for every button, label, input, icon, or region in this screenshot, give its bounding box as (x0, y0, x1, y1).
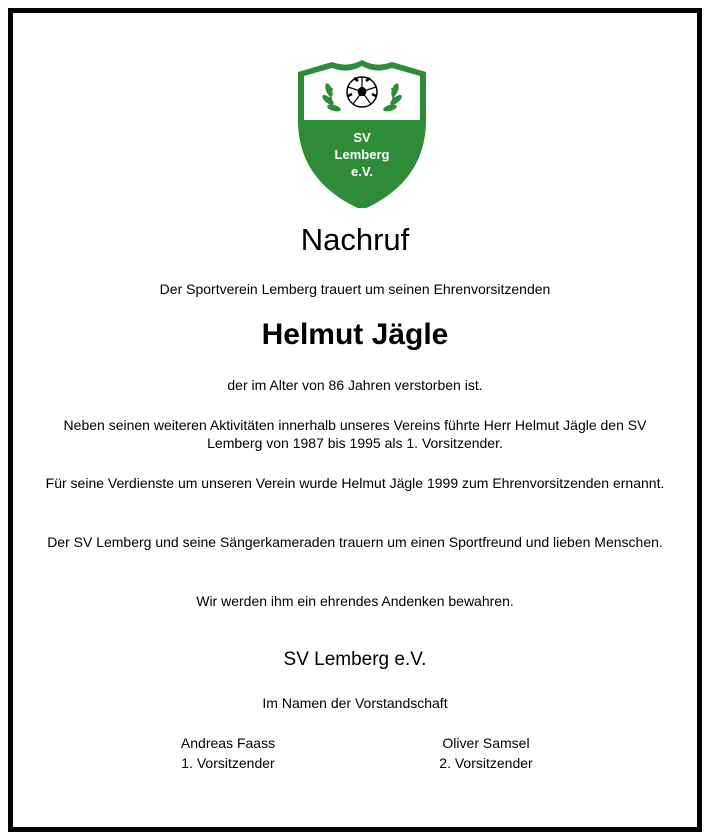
age-line: der im Alter von 86 Jahren verstorben ist. (227, 377, 483, 393)
logo-text-sv: SV (353, 130, 371, 145)
signer-role: 1. Vorsitzender (181, 755, 275, 771)
behalf-line: Im Namen der Vorstandschaft (262, 695, 448, 711)
paragraph-activities: Neben seinen weiteren Aktivitäten innerhalb unseres Vereins führte Herr Helmut Jägle den SV Lemberg von 1987 bis 1995 als 1. Vorsitzender. (63, 417, 647, 451)
logo-text-lemberg: Lemberg (334, 147, 390, 162)
signer-2 (386, 733, 586, 773)
signer-role: 2. Vorsitzender (439, 755, 533, 771)
football-icon (347, 77, 377, 107)
paragraph-mourning: Der SV Lemberg und seine Sängerkameraden trauern um einen Sportfreund und lieben Menschen. (47, 534, 663, 550)
signer-name: Oliver Samsel (442, 735, 530, 751)
deceased-name: Helmut Jägle (261, 318, 449, 351)
paragraph-honors: Für seine Verdienste um unseren Verein wurde Helmut Jägle 1999 zum Ehrenvorsitzenden ernannt. (45, 475, 665, 491)
signer-name: Andreas Faass (180, 735, 276, 751)
intro-text: Der Sportverein Lemberg trauert um seinen Ehrenvorsitzenden (159, 281, 551, 297)
signer-1 (128, 733, 328, 773)
club-name: SV Lemberg e.V. (283, 649, 427, 670)
club-logo (292, 58, 432, 208)
logo-text-ev: e.V. (351, 164, 373, 179)
notice-title: Nachruf (300, 222, 410, 257)
closing-line: Wir werden ihm ein ehrendes Andenken bewahren. (196, 593, 514, 609)
